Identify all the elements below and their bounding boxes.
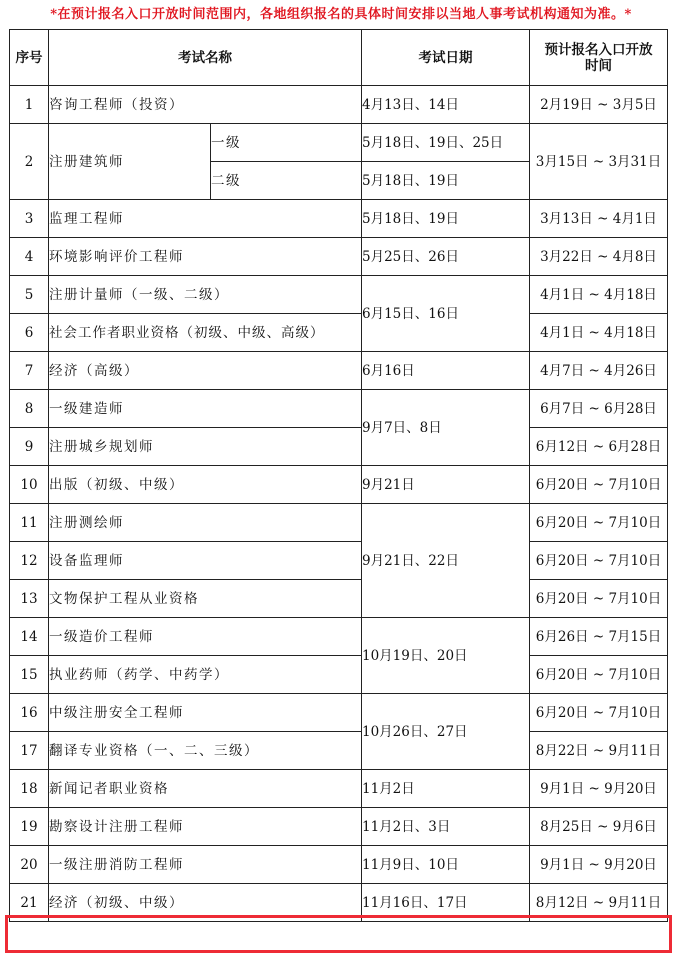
row-no: 12	[10, 542, 49, 580]
open-time: 6月20日 ~ 7月10日	[530, 694, 668, 732]
table-row	[10, 504, 668, 542]
exam-date: 9月21日、22日	[362, 504, 530, 618]
exam-date: 10月26日、27日	[362, 694, 530, 770]
exam-name: 勘察设计注册工程师	[49, 808, 362, 846]
table-row	[10, 846, 668, 884]
open-time: 6月12日 ~ 6月28日	[530, 428, 668, 466]
table-row	[10, 390, 668, 428]
exam-date: 6月15日、16日	[362, 276, 530, 352]
row-no: 8	[10, 390, 49, 428]
exam-name: 经济（高级）	[49, 352, 362, 390]
open-time: 9月1日 ~ 9月20日	[530, 846, 668, 884]
exam-date: 9月7日、8日	[362, 390, 530, 466]
header-date: 考试日期	[362, 30, 530, 86]
exam-name: 社会工作者职业资格（初级、中级、高级）	[49, 314, 362, 352]
exam-date: 11月9日、10日	[362, 846, 530, 884]
open-time: 3月15日 ~ 3月31日	[530, 124, 668, 200]
header-no: 序号	[10, 30, 49, 86]
open-time: 8月22日 ~ 9月11日	[530, 732, 668, 770]
table-row	[10, 314, 668, 352]
open-time: 3月13日 ~ 4月1日	[530, 200, 668, 238]
exam-name: 设备监理师	[49, 542, 362, 580]
exam-name: 环境影响评价工程师	[49, 238, 362, 276]
exam-date: 9月21日	[362, 466, 530, 504]
table-row	[10, 238, 668, 276]
exam-name: 执业药师（药学、中药学）	[49, 656, 362, 694]
header-open: 预计报名入口开放时间	[530, 30, 668, 86]
table-row	[10, 580, 668, 618]
exam-name: 文物保护工程从业资格	[49, 580, 362, 618]
exam-name: 咨询工程师（投资）	[49, 86, 362, 124]
exam-date: 10月19日、20日	[362, 618, 530, 694]
exam-name: 监理工程师	[49, 200, 362, 238]
row-no: 1	[10, 86, 49, 124]
open-time: 3月22日 ~ 4月8日	[530, 238, 668, 276]
exam-name: 一级造价工程师	[49, 618, 362, 656]
exam-schedule-table	[9, 29, 668, 922]
exam-name: 经济（初级、中级）	[49, 884, 362, 922]
exam-name: 注册测绘师	[49, 504, 362, 542]
open-time: 9月1日 ~ 9月20日	[530, 770, 668, 808]
row-no: 14	[10, 618, 49, 656]
exam-name: 中级注册安全工程师	[49, 694, 362, 732]
open-time: 6月20日 ~ 7月10日	[530, 656, 668, 694]
table-row	[10, 86, 668, 124]
open-time: 4月1日 ~ 4月18日	[530, 314, 668, 352]
exam-name: 新闻记者职业资格	[49, 770, 362, 808]
exam-date: 5月25日、26日	[362, 238, 530, 276]
row-no: 2	[10, 124, 49, 200]
row-no: 15	[10, 656, 49, 694]
table-row	[10, 428, 668, 466]
exam-date: 11月16日、17日	[362, 884, 530, 922]
table-row	[10, 656, 668, 694]
exam-name: 一级建造师	[49, 390, 362, 428]
open-time: 6月20日 ~ 7月10日	[530, 580, 668, 618]
exam-name: 注册城乡规划师	[49, 428, 362, 466]
exam-date: 6月16日	[362, 352, 530, 390]
table-row	[10, 732, 668, 770]
open-time: 6月26日 ~ 7月15日	[530, 618, 668, 656]
row-no: 4	[10, 238, 49, 276]
open-time: 8月25日 ~ 9月6日	[530, 808, 668, 846]
exam-date: 11月2日、3日	[362, 808, 530, 846]
table-row	[10, 200, 668, 238]
table-row-highlighted	[10, 884, 668, 922]
exam-name: 注册建筑师	[49, 124, 211, 200]
exam-date: 4月13日、14日	[362, 86, 530, 124]
row-no: 6	[10, 314, 49, 352]
row-no: 11	[10, 504, 49, 542]
row-no: 20	[10, 846, 49, 884]
open-time: 2月19日 ~ 3月5日	[530, 86, 668, 124]
row-no: 3	[10, 200, 49, 238]
open-time: 6月7日 ~ 6月28日	[530, 390, 668, 428]
row-no: 16	[10, 694, 49, 732]
exam-name: 翻译专业资格（一、二、三级）	[49, 732, 362, 770]
row-no: 5	[10, 276, 49, 314]
exam-name: 一级注册消防工程师	[49, 846, 362, 884]
row-no: 10	[10, 466, 49, 504]
header-name: 考试名称	[49, 30, 362, 86]
table-row	[10, 542, 668, 580]
notice-text: *在预计报名入口开放时间范围内，各地组织报名的具体时间安排以当地人事考试机构通知为准。*	[50, 7, 632, 22]
row-no: 18	[10, 770, 49, 808]
exam-date: 11月2日	[362, 770, 530, 808]
table-row	[10, 124, 668, 162]
row-no: 19	[10, 808, 49, 846]
exam-name: 注册计量师（一级、二级）	[49, 276, 362, 314]
table-row	[10, 694, 668, 732]
open-time: 6月20日 ~ 7月10日	[530, 466, 668, 504]
table-row	[10, 770, 668, 808]
row-no: 21	[10, 884, 49, 922]
exam-date: 5月18日、19日	[362, 200, 530, 238]
table-header-row	[10, 30, 668, 86]
table-row	[10, 808, 668, 846]
open-time: 6月20日 ~ 7月10日	[530, 542, 668, 580]
open-time: 8月12日 ~ 9月11日	[530, 884, 668, 922]
table-row	[10, 618, 668, 656]
row-no: 9	[10, 428, 49, 466]
open-time: 4月1日 ~ 4月18日	[530, 276, 668, 314]
table-row	[10, 466, 668, 504]
row-no: 7	[10, 352, 49, 390]
open-time: 4月7日 ~ 4月26日	[530, 352, 668, 390]
exam-date: 5月18日、19日、25日	[362, 124, 530, 162]
exam-level: 一级	[211, 124, 362, 162]
exam-level: 二级	[211, 162, 362, 200]
open-time: 6月20日 ~ 7月10日	[530, 504, 668, 542]
table-row	[10, 352, 668, 390]
row-no: 17	[10, 732, 49, 770]
table-row	[10, 276, 668, 314]
row-no: 13	[10, 580, 49, 618]
exam-name: 出版（初级、中级）	[49, 466, 362, 504]
exam-date: 5月18日、19日	[362, 162, 530, 200]
